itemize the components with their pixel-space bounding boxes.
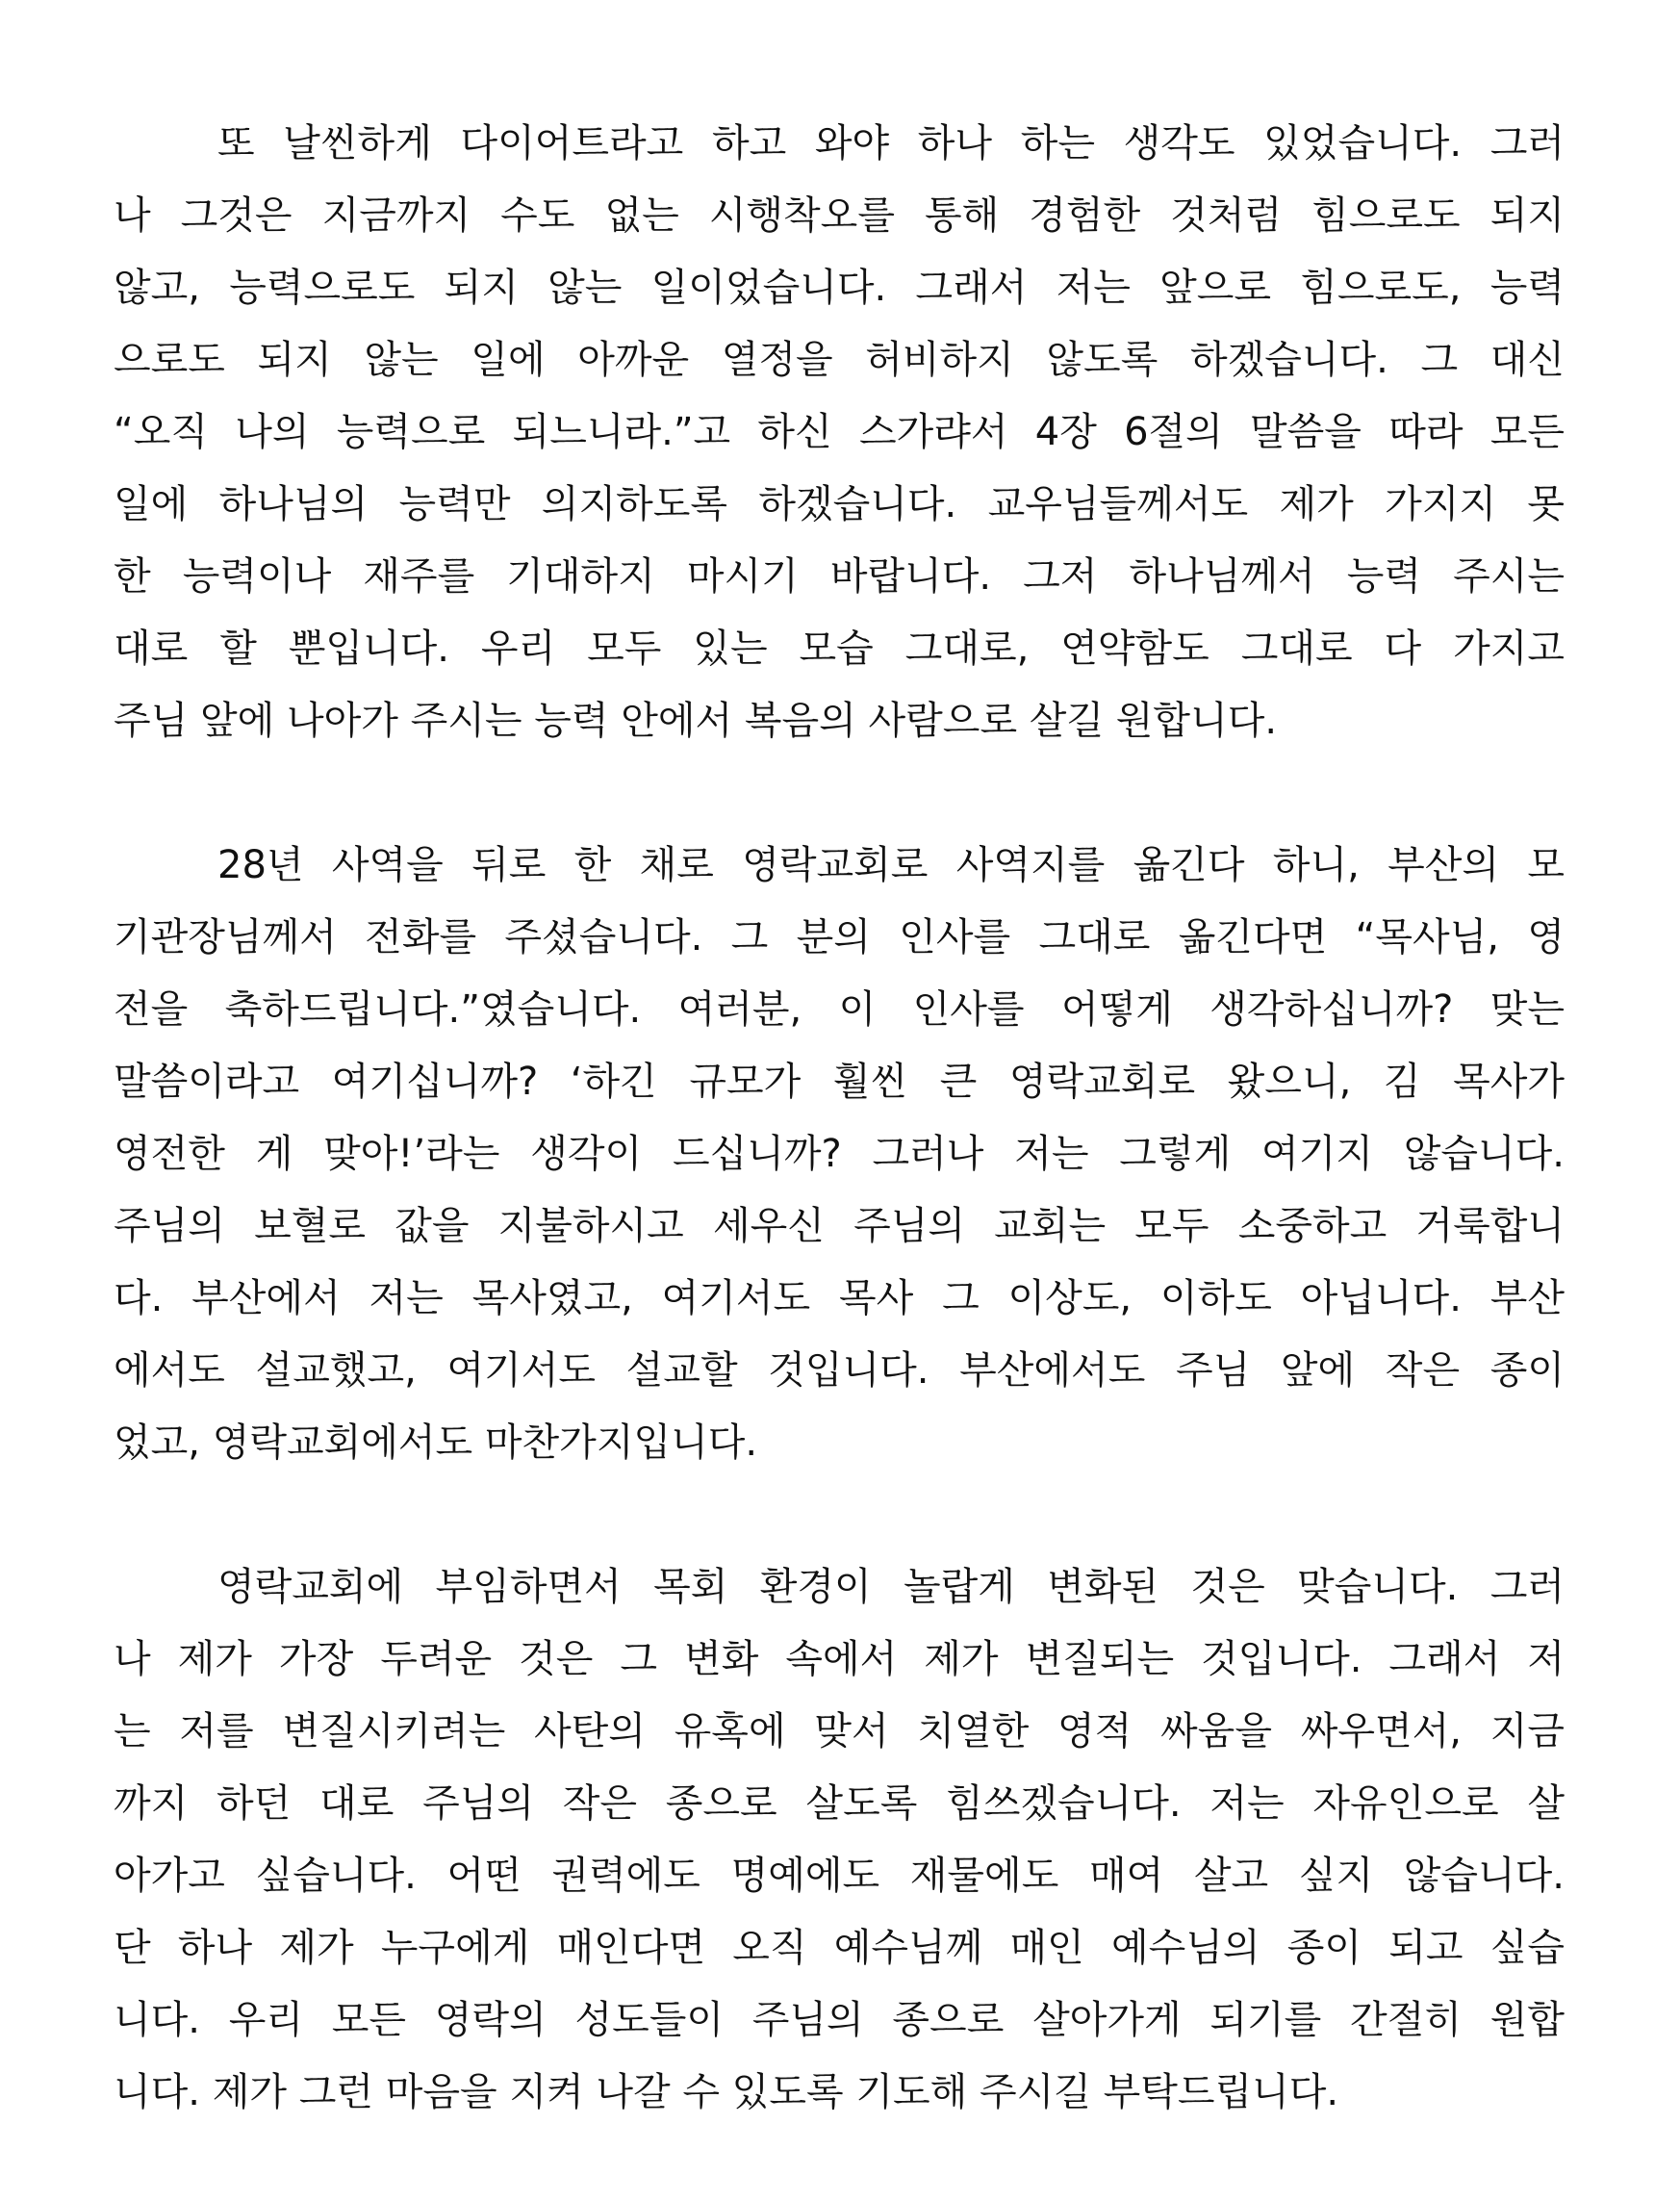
text-line: 나 그것은 지금까지 수도 없는 시행착오를 통해 경험한 것처럼 힘으로도 되지 xyxy=(114,193,1565,238)
text-line: 주님의 보혈로 값을 지불하시고 세우신 주님의 교회는 모두 소중하고 거룩합니 xyxy=(114,1204,1565,1248)
paragraph-1 xyxy=(114,108,1565,757)
text-line: 28년 사역을 뒤로 한 채로 영락교회로 사역지를 옮긴다 하니, 부산의 모 xyxy=(217,843,1565,887)
text-line: 대로 할 뿐입니다. 우리 모두 있는 모습 그대로, 연약함도 그대로 다 가지고 xyxy=(114,627,1565,671)
text-line: 었고, 영락교회에서도 마찬가지입니다. xyxy=(114,1420,758,1465)
text-line: 니다. 제가 그런 마음을 지켜 나갈 수 있도록 기도해 주시길 부탁드립니다. xyxy=(114,2070,1339,2114)
paragraph-3 xyxy=(114,1551,1565,2129)
text-line: 일에 하나님의 능력만 의지하도록 하겠습니다. 교우님들께서도 제가 가지지 못 xyxy=(114,482,1565,526)
text-line: 기관장님께서 전화를 주셨습니다. 그 분의 인사를 그대로 옮긴다면 “목사님, 영 xyxy=(114,915,1565,960)
text-line: 않고, 능력으로도 되지 않는 일이었습니다. 그래서 저는 앞으로 힘으로도, 능력 xyxy=(114,266,1565,310)
text-line: 으로도 되지 않는 일에 아까운 열정을 허비하지 않도록 하겠습니다. 그 대신 xyxy=(114,338,1565,382)
text-line: 나 제가 가장 두려운 것은 그 변화 속에서 제가 변질되는 것입니다. 그래서 저 xyxy=(114,1637,1565,1681)
text-line: 다. 부산에서 저는 목사였고, 여기서도 목사 그 이상도, 이하도 아닙니다. 부산 xyxy=(114,1276,1565,1320)
text-line: 영락교회에 부임하면서 목회 환경이 놀랍게 변화된 것은 맞습니다. 그러 xyxy=(217,1565,1565,1609)
text-line: 단 하나 제가 누구에게 매인다면 오직 예수님께 매인 예수님의 종이 되고 싶습 xyxy=(114,1926,1565,1970)
text-line: 영전한 게 맞아!’라는 생각이 드십니까? 그러나 저는 그렇게 여기지 않습니다. xyxy=(114,1132,1565,1176)
text-line: 말씀이라고 여기십니까? ‘하긴 규모가 훨씬 큰 영락교회로 왔으니, 김 목사가 xyxy=(114,1060,1565,1104)
text-line: 한 능력이나 재주를 기대하지 마시기 바랍니다. 그저 하나님께서 능력 주시는 xyxy=(114,554,1565,599)
document-page xyxy=(114,108,1565,2201)
text-line: 에서도 설교했고, 여기서도 설교할 것입니다. 부산에서도 주님 앞에 작은 종이 xyxy=(114,1348,1565,1393)
paragraph-2 xyxy=(114,830,1565,1479)
text-line: 는 저를 변질시키려는 사탄의 유혹에 맞서 치열한 영적 싸움을 싸우면서, 지금 xyxy=(114,1709,1565,1753)
text-line: “오직 나의 능력으로 되느니라.”고 하신 스가랴서 4장 6절의 말씀을 따라 모든 xyxy=(114,410,1565,454)
text-line: 또 날씬하게 다이어트라고 하고 와야 하나 하는 생각도 있었습니다. 그러 xyxy=(217,121,1565,166)
text-line: 아가고 싶습니다. 어떤 권력에도 명예에도 재물에도 매여 살고 싶지 않습니다. xyxy=(114,1854,1565,1898)
text-line: 주님 앞에 나아가 주시는 능력 안에서 복음의 사람으로 살길 원합니다. xyxy=(114,699,1278,743)
text-line: 전을 축하드립니다.”였습니다. 여러분, 이 인사를 어떻게 생각하십니까? 맞는 xyxy=(114,987,1565,1032)
text-line: 니다. 우리 모든 영락의 성도들이 주님의 종으로 살아가게 되기를 간절히 원합 xyxy=(114,1998,1565,2042)
text-line: 까지 하던 대로 주님의 작은 종으로 살도록 힘쓰겠습니다. 저는 자유인으로 살 xyxy=(114,1781,1565,1826)
